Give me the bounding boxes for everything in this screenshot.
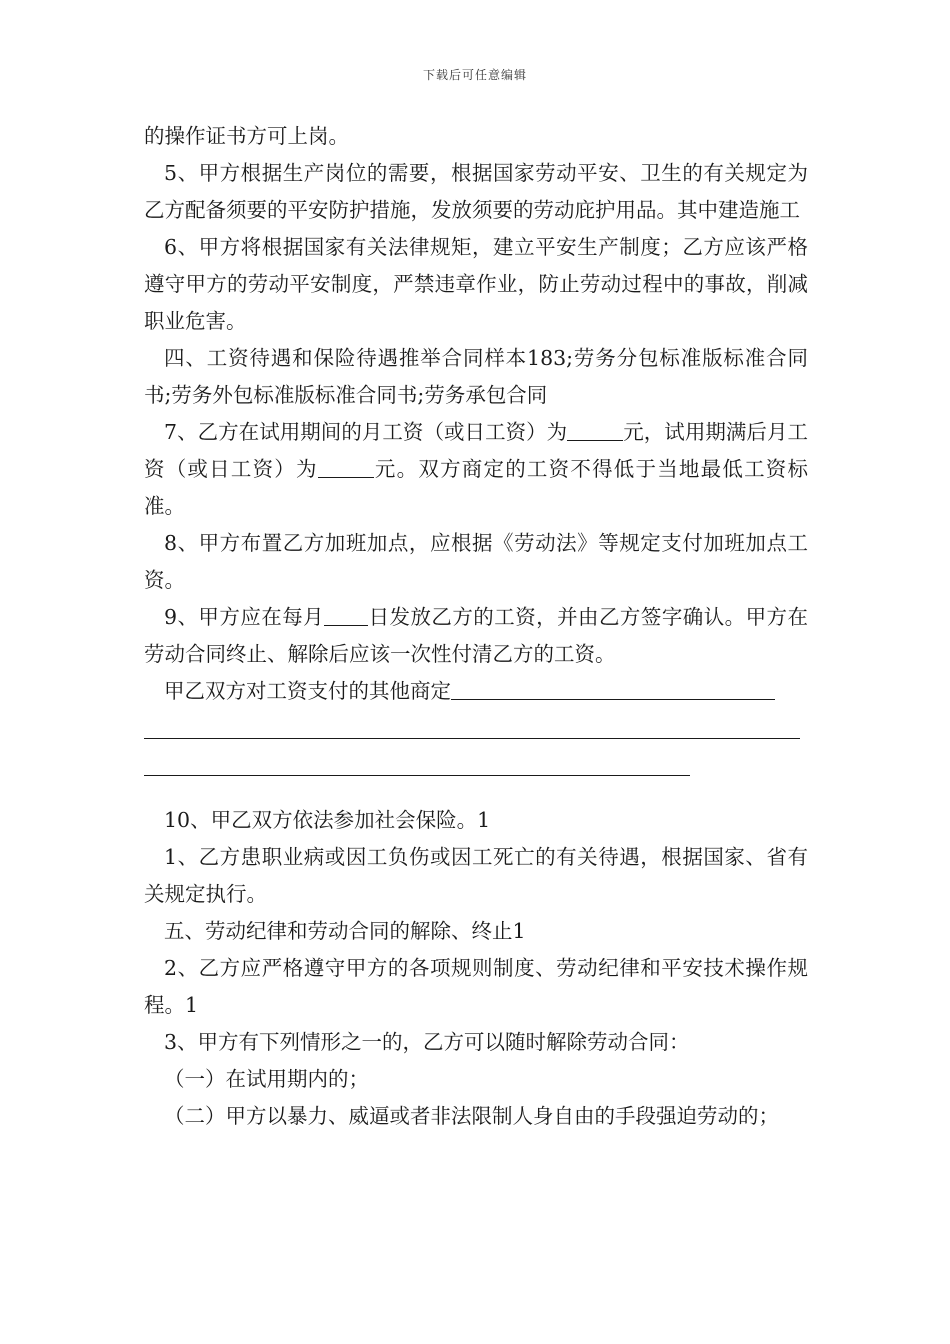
clause-7-text-a: 7、乙方在试用期间的月工资（或日工资）为 [164, 420, 568, 444]
paragraph-clause-2: 2、乙方应严格遵守甲方的各项规则制度、劳动纪律和平安技术操作规程。1 [144, 956, 808, 1017]
fill-blank-other-agreement-1[interactable] [451, 677, 775, 700]
paragraph-item-1: （一）在试用期内的； [164, 1067, 369, 1091]
clause-9-text-a: 9、甲方应在每月 [164, 605, 325, 629]
fill-line-2[interactable] [144, 710, 808, 747]
paragraph-clause-7 [144, 414, 808, 525]
paragraph-clause-1: 1、乙方患职业病或因工负伤或因工死亡的有关待遇，根据国家、省有关规定执行。 [144, 845, 808, 906]
paragraph-clause-8: 8、甲方布置乙方加班加点，应根据《劳动法》等规定支付加班加点工资。 [144, 531, 808, 592]
paragraph-clause-6: 6、甲方将根据国家有关法律规矩，建立平安生产制度；乙方应该严格遵守甲方的劳动平安制度，严禁违章作业，防止劳动过程中的事故，削减职业危害。 [144, 235, 808, 333]
clause-9-text-b: 日发放乙方的工资，并由乙方签字确认。甲方在劳动合同终止、解除后应该一次性付清乙方的工资。 [144, 605, 809, 666]
fill-blank-payday[interactable] [324, 603, 368, 626]
page-header: 下载后可任意编辑 [422, 68, 527, 82]
fill-line-3[interactable] [144, 747, 808, 784]
clause-7-text-c: 元。双方商定的工资不得低于当地最低工资标准。 [144, 457, 809, 518]
fill-blank-regular-wage[interactable] [318, 455, 374, 478]
clause-7-text-b: 元，试用期满后月工资（或日工资）为 [144, 420, 808, 481]
other-agreement-label: 甲乙双方对工资支付的其他商定 [164, 679, 451, 703]
paragraph-clause-10: 10、甲乙双方依法参加社会保险。1 [164, 808, 491, 832]
paragraph-0: 的操作证书方可上岗。 [144, 124, 349, 148]
section-heading-5: 五、劳动纪律和劳动合同的解除、终止1 [164, 919, 526, 943]
fill-blank-probation-wage[interactable] [567, 418, 623, 441]
paragraph-clause-9 [144, 599, 808, 673]
paragraph-clause-3: 3、甲方有下列情形之一的，乙方可以随时解除劳动合同： [164, 1030, 690, 1054]
paragraph-item-2: （二）甲方以暴力、威逼或者非法限制人身自由的手段强迫劳动的； [164, 1104, 779, 1128]
paragraph-clause-5: 5、甲方根据生产岗位的需要，根据国家劳动平安、卫生的有关规定为乙方配备须要的平安防护措施，发放须要的劳动庇护用品。其中建造施工 [144, 161, 808, 222]
document-body [144, 118, 808, 1135]
section-heading-4: 四、工资待遇和保险待遇推举合同样本183;劳务分包标准版标准合同书;劳务外包标准版标准合同书;劳务承包合同 [144, 346, 808, 407]
paragraph-other-agreement [144, 673, 808, 710]
